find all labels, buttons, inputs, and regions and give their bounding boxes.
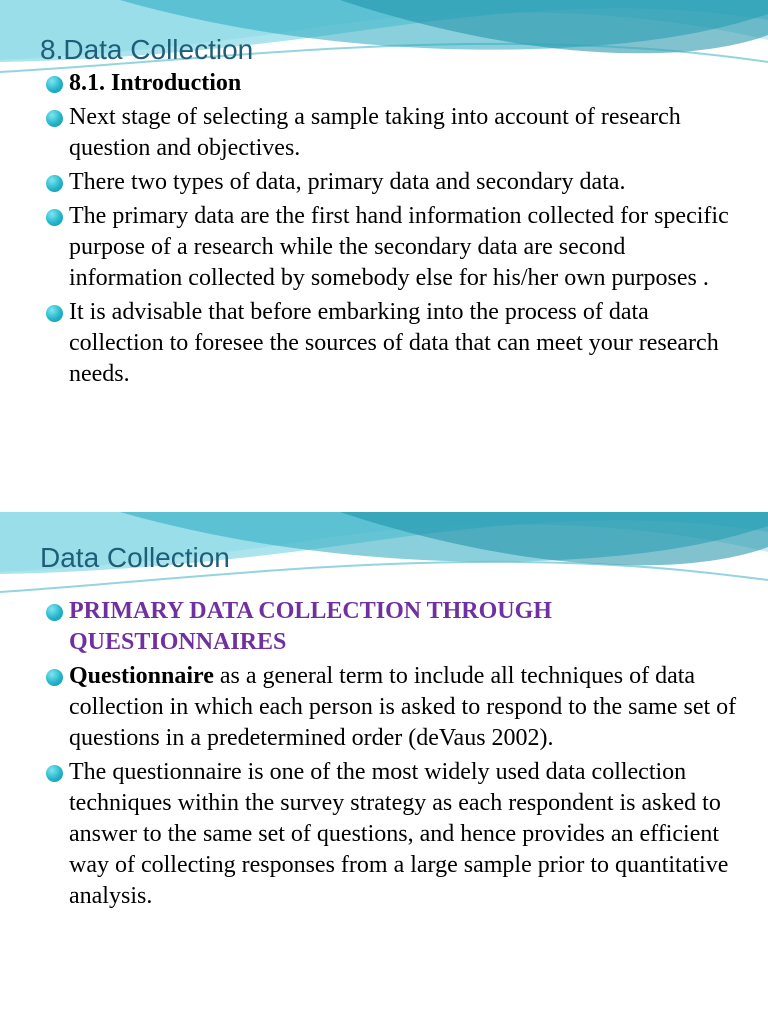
list-item [46,201,744,294]
slide-2 [0,512,768,1024]
bullet-text: Next stage of selecting a sample taking into account of research question and objectives. [69,104,681,161]
bullet-text: It is advisable that before embarking into the process of data collection to foresee the sources of data that can meet your research needs. [69,299,719,387]
list-item [46,297,744,390]
bullet-dot-icon [46,604,63,621]
list-item [46,757,744,912]
list-item [46,68,744,99]
list-item [46,596,744,658]
list-item [46,102,744,164]
bullet-list [46,68,744,393]
bullet-dot-icon [46,669,63,686]
bullet-text: The primary data are the first hand information collected for specific purpose of a research while the secondary data are second information collected by somebody else for his/her own purposes . [69,203,729,291]
list-item [46,661,744,754]
section-heading: PRIMARY DATA COLLECTION THROUGH QUESTIONNAIRES [69,598,552,655]
bullet-dot-icon [46,110,63,127]
bullet-dot-icon [46,209,63,226]
bullet-text: There two types of data, primary data and secondary data. [69,169,626,195]
list-item [46,167,744,198]
bullet-text: as a general term to include all techniques of data collection in which each person is asked to respond to the same set of questions in a predetermined order (deVaus 2002). [69,663,737,751]
bullet-dot-icon [46,175,63,192]
term-questionnaire: Questionnaire [69,663,214,689]
bullet-list [46,596,744,915]
bullet-text: The questionnaire is one of the most widely used data collection techniques within the survey strategy as each respondent is asked to answer to the same set of questions, and hence provides an efficient way of collecting responses from a large sample prior to quantitative analysis. [69,759,729,909]
bullet-dot-icon [46,765,63,782]
bullet-text: 8.1. Introduction [69,70,242,96]
bullet-dot-icon [46,76,63,93]
bullet-dot-icon [46,305,63,322]
slide-title: Data Collection [40,542,230,573]
slide-title: 8.Data Collection [40,34,254,65]
